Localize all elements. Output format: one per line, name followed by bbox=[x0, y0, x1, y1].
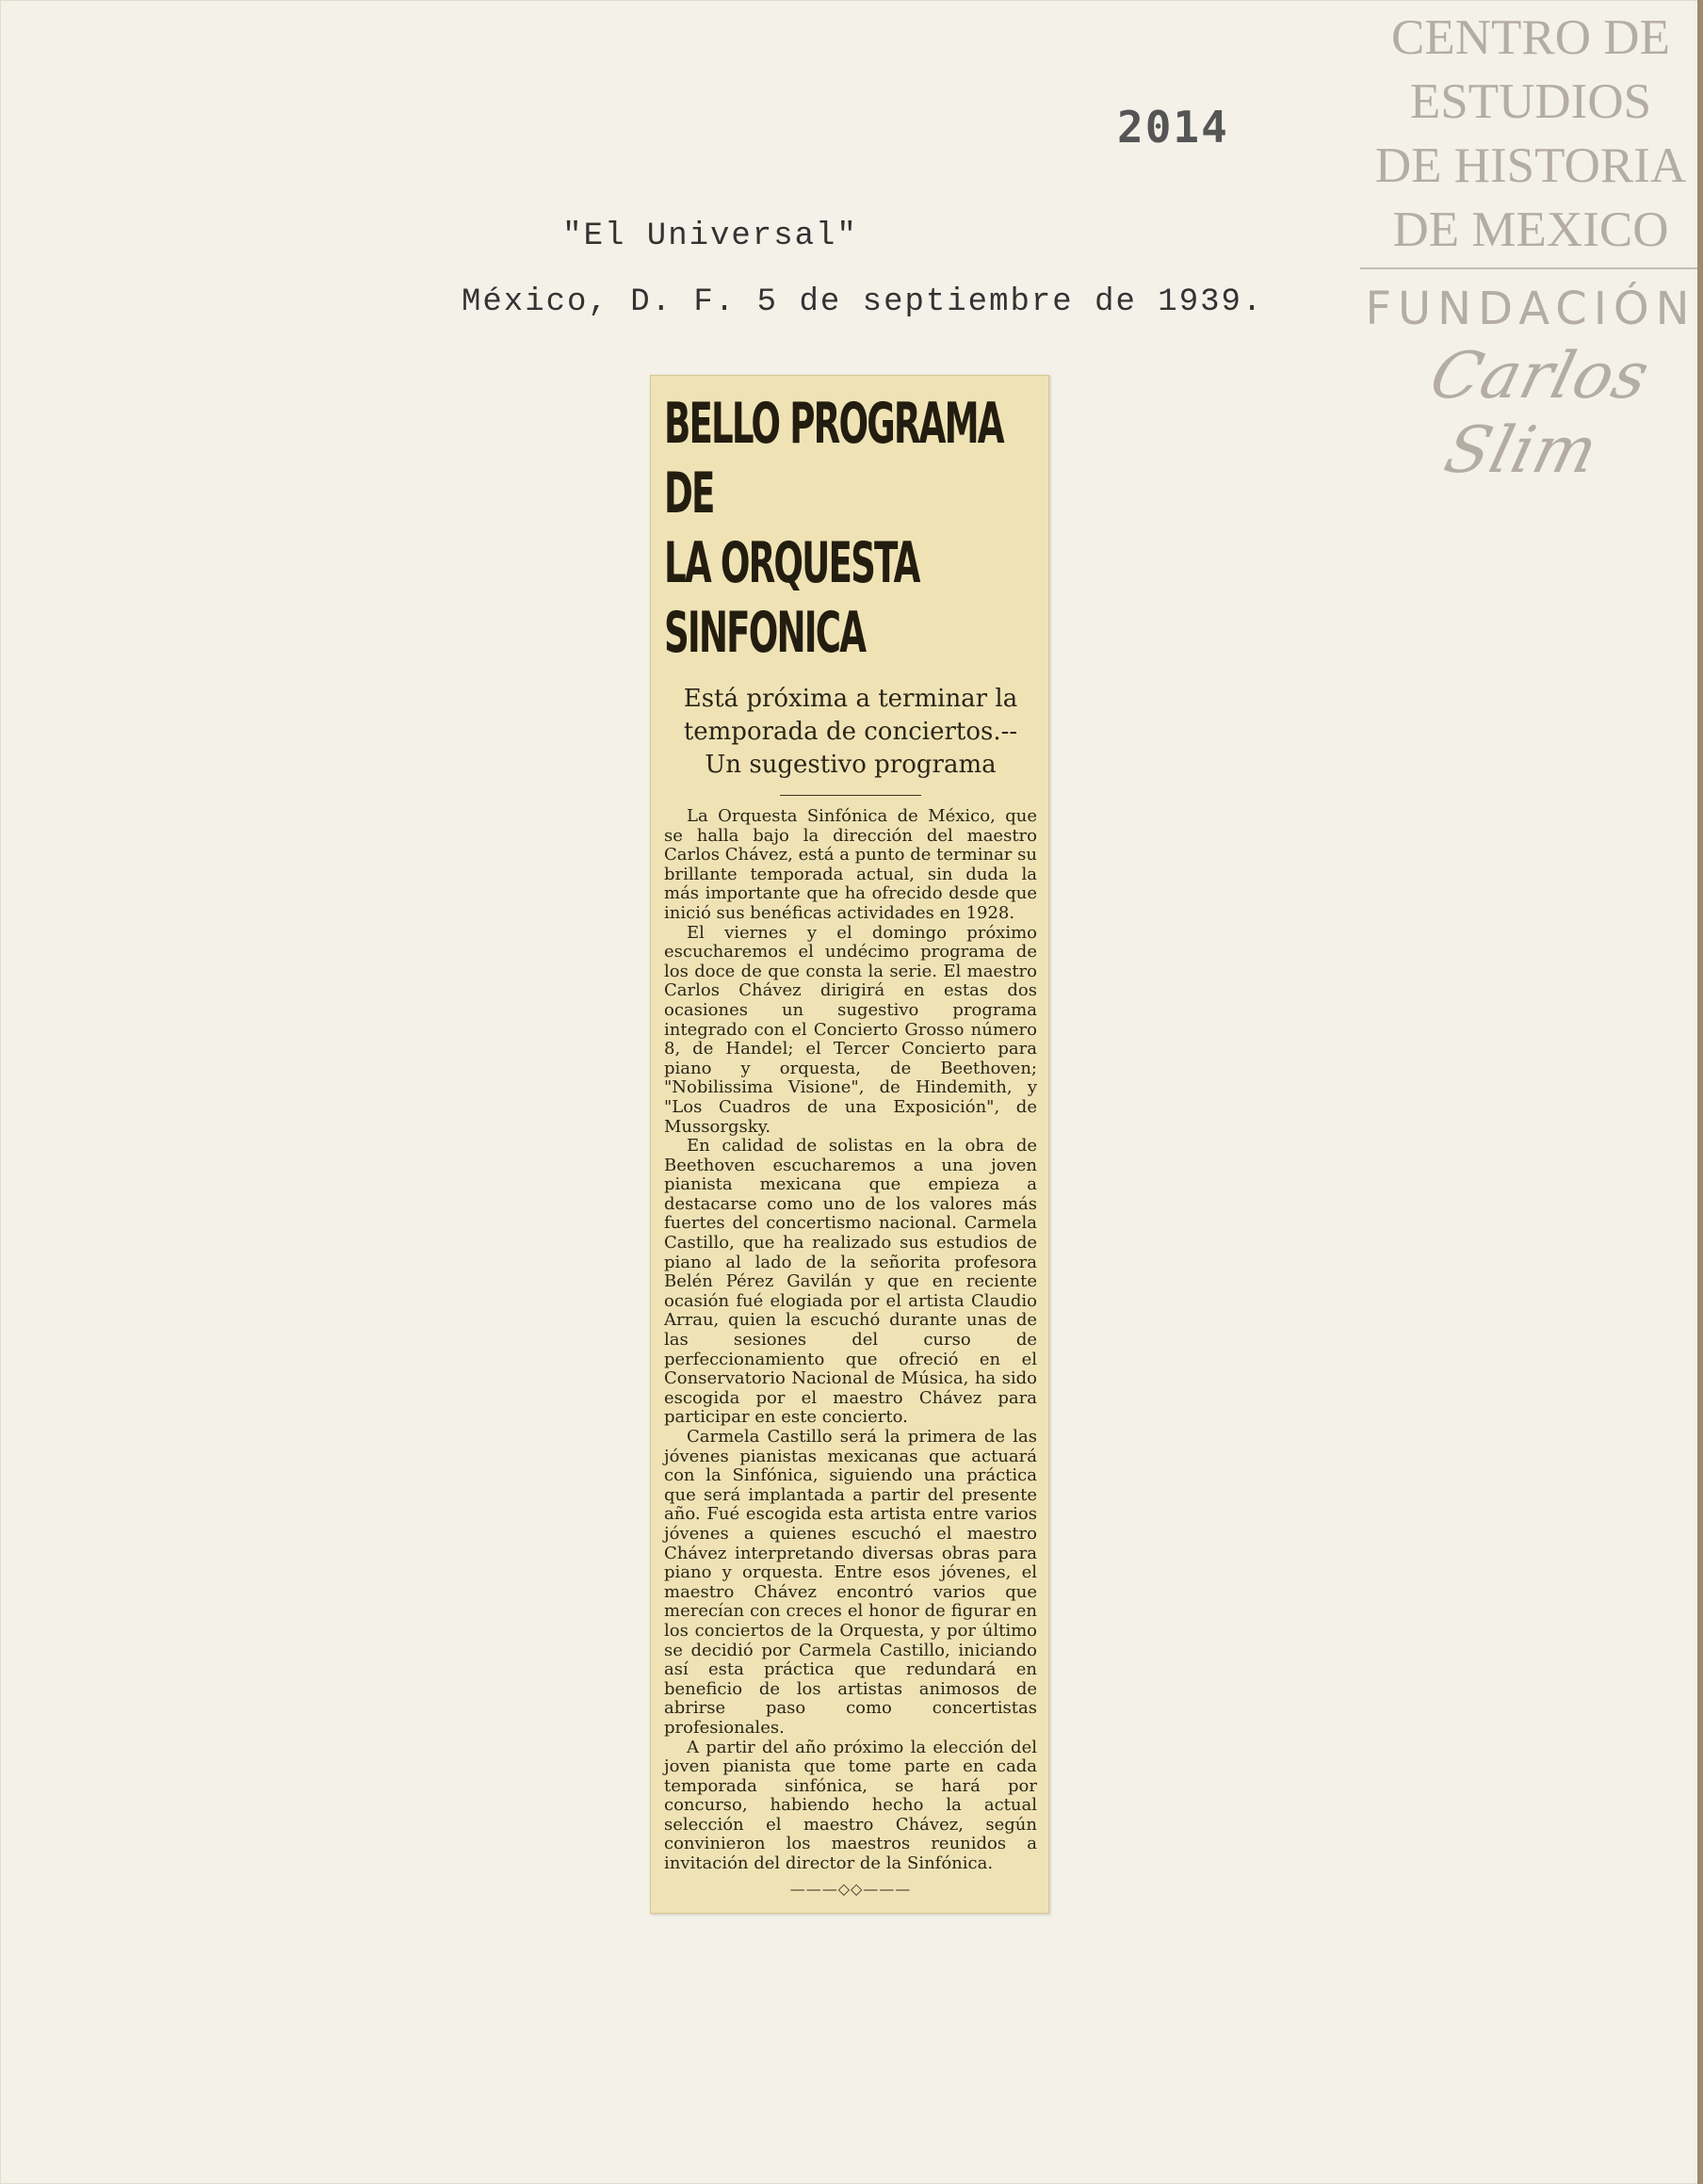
article-headline: BELLO PROGRAMA DE LA ORQUESTA SINFONICA bbox=[664, 391, 1003, 666]
article-paragraph: La Orquesta Sinfónica de México, que se halla bajo la dirección del maestro Carlos Chávez, está a punto de terminar su brillante temporada actual, sin duda la más importante que ha ofrecido desde que inició sus benéficas actividades en 1928. bbox=[664, 806, 1037, 923]
end-ornament: ———◇◇——— bbox=[789, 1879, 912, 1898]
sheet-edge bbox=[1697, 0, 1703, 2184]
watermark-institution: CENTRO DE ESTUDIOS DE HISTORIA DE MEXICO bbox=[1374, 10, 1687, 257]
archive-number: 2014 bbox=[1117, 102, 1229, 153]
article-paragraph: Carmela Castillo será la primera de las jóvenes pianistas mexicanas que actuará con la Sinfónica, siguiendo una práctica que será implantada a partir del presente año. Fué escogida esta artista entre varios jóvenes a quienes escuchó el maestro Chávez interpretando diversas obras para piano y orquesta. Entre esos jóvenes, el maestro Chávez encontró varios que merecían con creces el honor de figurar en los conciertos de la Orquesta, y por último se decidió por Carmela Castillo, iniciando así esta práctica que redundará en beneficio de los artistas animosos de abrirse paso como concertistas profesionales. bbox=[664, 1427, 1037, 1738]
publication-date: México, D. F. 5 de septiembre de 1939. bbox=[462, 284, 1264, 320]
watermark-divider bbox=[1360, 267, 1701, 269]
newspaper-clipping bbox=[650, 375, 1049, 1914]
newspaper-name: "El Universal" bbox=[562, 218, 858, 254]
headline-divider bbox=[780, 795, 921, 796]
article-paragraph: En calidad de solistas en la obra de Beethoven escucharemos a una joven pianista mexicana que empieza a destacarse como uno de los valores más fuertes del concertismo nacional. Carmela Castillo, que ha realizado sus estudios de piano al lado de la señorita profesora Belén Pérez Gavilán y que en reciente ocasión fué elogiada por el artista Claudio Arrau, quien la escuchó durante unas de las sesiones del curso de perfeccionamiento que ofreció en el Conservatorio Nacional de Música, ha sido escogida por el maestro Chávez para participar en este concierto. bbox=[664, 1136, 1037, 1428]
article-paragraph: El viernes y el domingo próximo escucharemos el undécimo programa de los doce de que consta la serie. El maestro Carlos Chávez dirigirá en estas dos ocasiones un sugestivo programa integrado con el Concierto Grosso número 8, de Handel; el Tercer Concierto para piano y orquesta, de Beethoven; "Nobilissima Visione", de Hindemith, y "Los Cuadros de una Exposición", de Mussorgsky. bbox=[664, 922, 1037, 1137]
watermark-signature-logo: Carlos Slim bbox=[1422, 339, 1658, 488]
article-paragraph: A partir del año próximo la elección del joven pianista que tome parte en cada temporada sinfónica, se hará por concurso, habiendo hecho la actual selección el maestro Chávez, según convinieron los maestros reunidos a invitación del director de la Sinfónica. bbox=[664, 1737, 1037, 1874]
watermark-foundation: FUNDACIÓN bbox=[1365, 283, 1696, 335]
article-subheadline: Está próxima a terminar la temporada de conciertos.-- Un sugestivo programa bbox=[683, 685, 1018, 779]
article-body bbox=[664, 807, 1037, 1874]
